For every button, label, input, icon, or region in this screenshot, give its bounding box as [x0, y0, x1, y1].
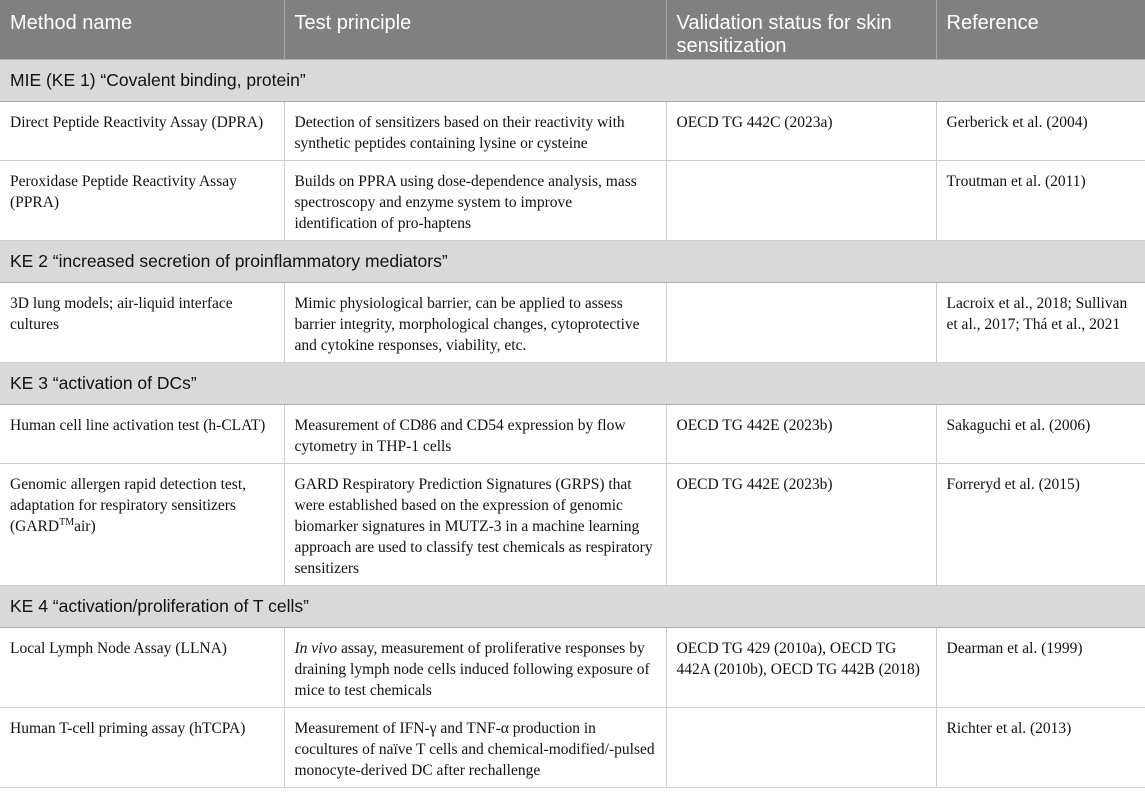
method-cell: Human T-cell priming assay (hTCPA) — [0, 707, 284, 787]
reference-cell: Gerberick et al. (2004) — [936, 101, 1145, 160]
principle-cell: GARD Respiratory Prediction Signatures (GRPS) that were established based on the expression of genomic biomarker signatures in MUTZ-3 in a machine learning approach are used to classify test chemicals as respiratory sensitizers — [284, 463, 666, 585]
trademark-sup: TM — [59, 516, 75, 528]
method-cell — [0, 463, 284, 585]
section-title: KE 3 “activation of DCs” — [0, 362, 1145, 404]
principle-cell: Detection of sensitizers based on their reactivity with synthetic peptides containing lysine or cysteine — [284, 101, 666, 160]
table-row — [0, 707, 1145, 787]
reference-cell: Richter et al. (2013) — [936, 707, 1145, 787]
method-cell: 3D lung models; air-liquid interface cultures — [0, 282, 284, 362]
reference-cell: Sakaguchi et al. (2006) — [936, 404, 1145, 463]
reference-cell: Lacroix et al., 2018; Sullivan et al., 2017; Thá et al., 2021 — [936, 282, 1145, 362]
reference-cell: Forreryd et al. (2015) — [936, 463, 1145, 585]
section-title: MIE (KE 1) “Covalent binding, protein” — [0, 59, 1145, 101]
principle-text: assay, measurement of proliferative responses by draining lymph node cells induced following exposure of mice to test chemicals — [294, 639, 650, 699]
reference-cell: Troutman et al. (2011) — [936, 160, 1145, 240]
header-method-name: Method name — [0, 0, 284, 59]
principle-cell: Measurement of IFN-γ and TNF-α production in cocultures of naïve T cells and chemical-modified/-pulsed monocyte-derived DC after rechallenge — [284, 707, 666, 787]
validation-cell: OECD TG 442E (2023b) — [666, 463, 936, 585]
reference-cell: Dearman et al. (1999) — [936, 627, 1145, 707]
method-text-suffix: air) — [74, 517, 96, 535]
section-row — [0, 362, 1145, 404]
section-title: KE 4 “activation/proliferation of T cells” — [0, 585, 1145, 627]
method-cell: Peroxidase Peptide Reactivity Assay (PPRA) — [0, 160, 284, 240]
validation-cell — [666, 160, 936, 240]
table-row — [0, 282, 1145, 362]
validation-cell: OECD TG 442C (2023a) — [666, 101, 936, 160]
principle-cell: Builds on PPRA using dose-dependence analysis, mass spectroscopy and enzyme system to improve identification of pro-haptens — [284, 160, 666, 240]
section-row — [0, 240, 1145, 282]
header-validation-status: Validation status for skin sensitization — [666, 0, 936, 59]
header-row — [0, 0, 1145, 59]
section-row — [0, 59, 1145, 101]
principle-italic: In vivo — [294, 639, 338, 657]
table-row — [0, 463, 1145, 585]
method-cell: Direct Peptide Reactivity Assay (DPRA) — [0, 101, 284, 160]
validation-cell — [666, 707, 936, 787]
section-row — [0, 585, 1145, 627]
header-reference: Reference — [936, 0, 1145, 59]
principle-cell: Measurement of CD86 and CD54 expression by flow cytometry in THP-1 cells — [284, 404, 666, 463]
validation-cell: OECD TG 442E (2023b) — [666, 404, 936, 463]
principle-cell — [284, 627, 666, 707]
header-test-principle: Test principle — [284, 0, 666, 59]
method-cell: Human cell line activation test (h-CLAT) — [0, 404, 284, 463]
table-row — [0, 627, 1145, 707]
table-row — [0, 160, 1145, 240]
method-text: Genomic allergen rapid detection test, adaptation for respiratory sensitizers (GARD — [10, 475, 247, 535]
table-row — [0, 101, 1145, 160]
table-row — [0, 404, 1145, 463]
method-cell: Local Lymph Node Assay (LLNA) — [0, 627, 284, 707]
validation-cell — [666, 282, 936, 362]
section-title: KE 2 “increased secretion of proinflammatory mediators” — [0, 240, 1145, 282]
principle-cell: Mimic physiological barrier, can be applied to assess barrier integrity, morphological changes, cytoprotective and cytokine responses, viability, etc. — [284, 282, 666, 362]
validation-cell: OECD TG 429 (2010a), OECD TG 442A (2010b), OECD TG 442B (2018) — [666, 627, 936, 707]
